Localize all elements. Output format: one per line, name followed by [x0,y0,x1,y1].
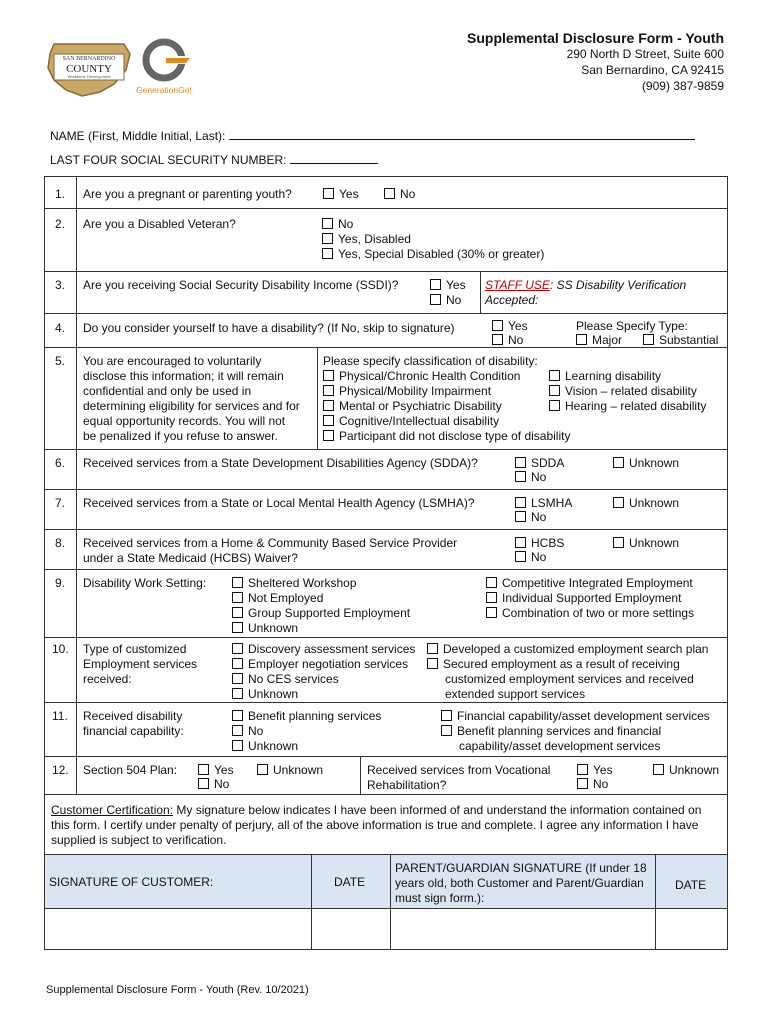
classification-list-2 [549,369,706,414]
staff-accepted-label: Accepted: [485,293,539,307]
checkbox[interactable] [430,279,441,290]
classification-option[interactable]: Physical/Mobility Impairment [323,384,570,399]
q8-option-unknown[interactable]: Unknown [613,536,679,551]
question-text: Received services from a State or Local Mental Health Agency (LSMHA)? [83,496,475,510]
question-row-1 [45,177,727,209]
checkbox[interactable] [613,497,624,508]
q7-option-lsmha[interactable]: LSMHA [515,496,572,511]
name-label: NAME (First, Middle Initial, Last): [50,129,226,143]
checkbox[interactable] [323,188,334,199]
q4-no-option[interactable]: No [492,333,523,348]
address-line-2: San Bernardino, CA 92415 [581,63,724,77]
checkbox[interactable] [441,725,452,736]
logo-text-county: COUNTY [66,63,112,75]
checkbox[interactable] [323,415,334,426]
address-line-1: 290 North D Street, Suite 600 [566,47,724,61]
question-text: Do you consider yourself to have a disability? (If No, skip to signature) [83,321,455,335]
question-text: Type of customized Employment services received: [83,642,198,686]
checkbox[interactable] [653,764,664,775]
checkbox[interactable] [549,400,560,411]
classification-option[interactable]: Learning disability [549,369,706,384]
question-number: 8. [55,536,66,550]
checkbox[interactable] [486,577,497,588]
ces-list-1 [232,642,415,702]
question-text: Received disability financial capability: [83,709,184,738]
question-number: 12. [52,763,69,777]
voc-yes-option[interactable]: Yes [577,763,613,778]
financial-option[interactable]: Benefit planning services [232,709,381,724]
classification-heading: Please specify classification of disability: [323,354,538,368]
question-row-11 [45,703,727,757]
checkbox[interactable] [232,577,243,588]
work-setting-list-1 [232,576,410,636]
parent-signature-field[interactable] [391,909,655,949]
name-field-row [50,128,695,143]
ces-option[interactable]: No CES services [232,672,415,687]
checkbox[interactable] [323,430,334,441]
checkbox[interactable] [232,725,243,736]
checkbox[interactable] [198,778,209,789]
q1-yes-option[interactable]: Yes [323,187,359,202]
checkbox[interactable] [486,592,497,603]
parent-date-field[interactable] [656,909,728,949]
checkbox[interactable] [427,658,438,669]
checkbox[interactable] [492,334,503,345]
q1-no-option[interactable]: No [384,187,415,202]
work-setting-option[interactable]: Individual Supported Employment [486,591,694,606]
q7-option-no[interactable]: No [515,510,546,525]
q2-option-special[interactable]: Yes, Special Disabled (30% or greater) [322,247,544,262]
checkbox[interactable] [384,188,395,199]
checkbox[interactable] [322,248,333,259]
checkbox[interactable] [322,218,333,229]
q3-no-option[interactable]: No [430,293,461,308]
q12-unknown-option[interactable]: Unknown [257,763,323,778]
parent-signature-label: PARENT/GUARDIAN SIGNATURE (If under 18 years old, both Customer and Parent/Guardian must sign form.): [395,861,647,905]
financial-option[interactable]: Unknown [232,739,381,754]
checkbox[interactable] [492,320,503,331]
certification-label: Customer Certification: [51,803,174,817]
signature-header [45,855,727,909]
question-number: 11. [52,709,68,723]
ssn-label: LAST FOUR SOCIAL SECURITY NUMBER: [50,153,287,167]
financial-option-combined[interactable]: Benefit planning services and financial capability/asset development services [441,724,661,754]
name-input-line[interactable] [229,128,695,140]
logo-text-top: SAN BERNARDINO [62,56,116,62]
question-number: 9. [55,576,66,590]
question-text: Section 504 Plan: [83,763,178,777]
work-setting-option[interactable]: Not Employed [232,591,410,606]
question-text: Received services from a Home & Community Based Service Provider under a State Medicaid (HCBS) Waiver? [83,536,458,565]
checkbox[interactable] [232,710,243,721]
checkbox[interactable] [232,740,243,751]
checkbox[interactable] [232,622,243,633]
question-row-7 [45,490,727,530]
work-setting-list-2 [486,576,694,621]
classification-option[interactable]: Mental or Psychiatric Disability [323,399,570,414]
ces-option-secured[interactable]: Secured employment as a result of receiving customized employment services and received extended support services [427,657,694,702]
work-setting-option[interactable]: Unknown [232,621,410,636]
question-row-9 [45,570,727,638]
classification-option[interactable]: Physical/Chronic Health Condition [323,369,570,384]
classification-option[interactable]: Cognitive/Intellectual disability [323,414,570,429]
q6-option-no[interactable]: No [515,470,546,485]
q4-major-option[interactable]: Major [576,333,622,348]
checkbox[interactable] [515,497,526,508]
question-row-4 [45,314,727,348]
question-row-2 [45,209,727,272]
checkbox[interactable] [232,643,243,654]
checkbox[interactable] [427,643,438,654]
work-setting-option[interactable]: Sheltered Workshop [232,576,410,591]
checkbox[interactable] [323,385,334,396]
question-row-12 [45,757,727,795]
q2-option-no[interactable]: No [322,217,353,232]
q8-option-hcbs[interactable]: HCBS [515,536,564,551]
ssn-field-row [50,152,378,167]
question-number: 3. [55,278,66,292]
question-number: 7. [55,496,66,510]
work-setting-option[interactable]: Combination of two or more settings [486,606,694,621]
form-header [467,30,724,94]
question-number: 10. [52,642,69,656]
q4-yes-option[interactable]: Yes [492,319,528,334]
checkbox[interactable] [515,457,526,468]
customer-signature-label: SIGNATURE OF CUSTOMER: [49,875,214,889]
checkbox[interactable] [515,471,526,482]
checkbox[interactable] [323,370,334,381]
question-text: Are you a Disabled Veteran? [83,217,236,231]
checkbox[interactable] [232,658,243,669]
checkbox[interactable] [486,607,497,618]
customer-date-field[interactable] [312,909,390,949]
checkbox[interactable] [515,551,526,562]
checkbox[interactable] [576,334,587,345]
checkbox[interactable] [323,400,334,411]
checkbox[interactable] [322,233,333,244]
customer-signature-field[interactable] [45,909,311,949]
voc-no-option[interactable]: No [577,777,608,792]
q12-no-option[interactable]: No [198,777,229,792]
classification-option[interactable]: Vision – related disability [549,384,706,399]
voc-unknown-option[interactable]: Unknown [653,763,719,778]
q12-yes-option[interactable]: Yes [198,763,234,778]
q6-option-sdda[interactable]: SDDA [515,456,564,471]
checkbox[interactable] [232,592,243,603]
question-row-8 [45,530,727,570]
question-text: Disability Work Setting: [83,576,207,590]
question-number: 5. [55,354,66,368]
q4-substantial-option[interactable]: Substantial [643,333,718,348]
work-setting-option[interactable]: Competitive Integrated Employment [486,576,694,591]
q8-option-no[interactable]: No [515,550,546,565]
ces-option[interactable]: Unknown [232,687,415,702]
phone-number: (909) 387-9859 [641,79,724,93]
staff-use-label: STAFF USE [485,278,550,292]
question-text: Received services from a State Development Disabilities Agency (SDDA)? [83,456,478,470]
checkbox[interactable] [232,607,243,618]
q6-option-unknown[interactable]: Unknown [613,456,679,471]
checkbox[interactable] [232,673,243,684]
disability-type-label: Please Specify Type: [576,319,688,333]
question-number: 4. [55,321,66,335]
question-text: Are you a pregnant or parenting youth? [83,187,292,201]
ces-option-search-plan[interactable]: Developed a customized employment search plan [427,642,708,657]
staff-use-note: STAFF USE: SS Disability Verification [485,278,687,292]
question-row-6 [45,450,727,490]
q3-yes-option[interactable]: Yes [430,278,466,293]
certification-text: My signature below indicates I have been informed of and understand the information contained on this form. I certify under penalty of perjury, all of the above information is true and complete. I agree any information I have supplied is subject to verification. [51,803,702,847]
checkbox[interactable] [549,370,560,381]
form-footer: Supplemental Disclosure Form - Youth (Rev. 10/2021) [46,984,309,996]
checkbox[interactable] [232,688,243,699]
date-label-2: DATE [675,878,707,892]
question-row-3 [45,272,727,314]
checkbox[interactable] [577,778,588,789]
classification-option[interactable]: Hearing – related disability [549,399,706,414]
ces-option[interactable]: Employer negotiation services [232,657,415,672]
generation-go-logo [136,38,206,98]
question-number: 2. [55,217,66,231]
q2-option-disabled[interactable]: Yes, Disabled [322,232,411,247]
voc-rehab-question: Received services from Vocational Rehabilitation? [367,763,551,792]
checkbox[interactable] [577,764,588,775]
checkbox[interactable] [515,511,526,522]
logo-text-sub: Workforce Development [67,74,111,79]
signature-fields [45,909,727,949]
checkbox[interactable] [613,537,624,548]
question-number: 1. [55,187,66,201]
checkbox[interactable] [643,334,654,345]
financial-option-asset[interactable]: Financial capability/asset development services [441,709,710,724]
date-label-1: DATE [334,875,366,889]
logo-text-gengo: GenerationGo! [136,85,192,95]
financial-list-1 [232,709,381,754]
checkbox[interactable] [549,385,560,396]
financial-option[interactable]: No [232,724,381,739]
question-row-10 [45,638,727,703]
san-bernardino-county-logo [44,40,134,98]
checkbox[interactable] [515,537,526,548]
checkbox[interactable] [430,294,441,305]
question-row-5 [45,348,727,450]
disclosure-form-table [44,176,728,950]
classification-option[interactable]: Participant did not disclose type of disability [323,429,570,444]
checkbox[interactable] [613,457,624,468]
checkbox[interactable] [198,764,209,775]
form-title: Supplemental Disclosure Form - Youth [467,30,724,46]
ces-option[interactable]: Discovery assessment services [232,642,415,657]
q7-option-unknown[interactable]: Unknown [613,496,679,511]
classification-list-1 [323,369,570,444]
question-text: Are you receiving Social Security Disability Income (SSDI)? [83,278,399,292]
question-number: 6. [55,456,66,470]
checkbox[interactable] [257,764,268,775]
ssn-input-line[interactable] [290,152,378,164]
checkbox[interactable] [441,710,452,721]
work-setting-option[interactable]: Group Supported Employment [232,606,410,621]
disclosure-notice: You are encouraged to voluntarily disclose this information; it will remain confidential and only be used in determining eligibility for services and for equal opportunity records. You will not be penalized if you refuse to answer. [83,354,300,443]
customer-certification [45,795,727,855]
